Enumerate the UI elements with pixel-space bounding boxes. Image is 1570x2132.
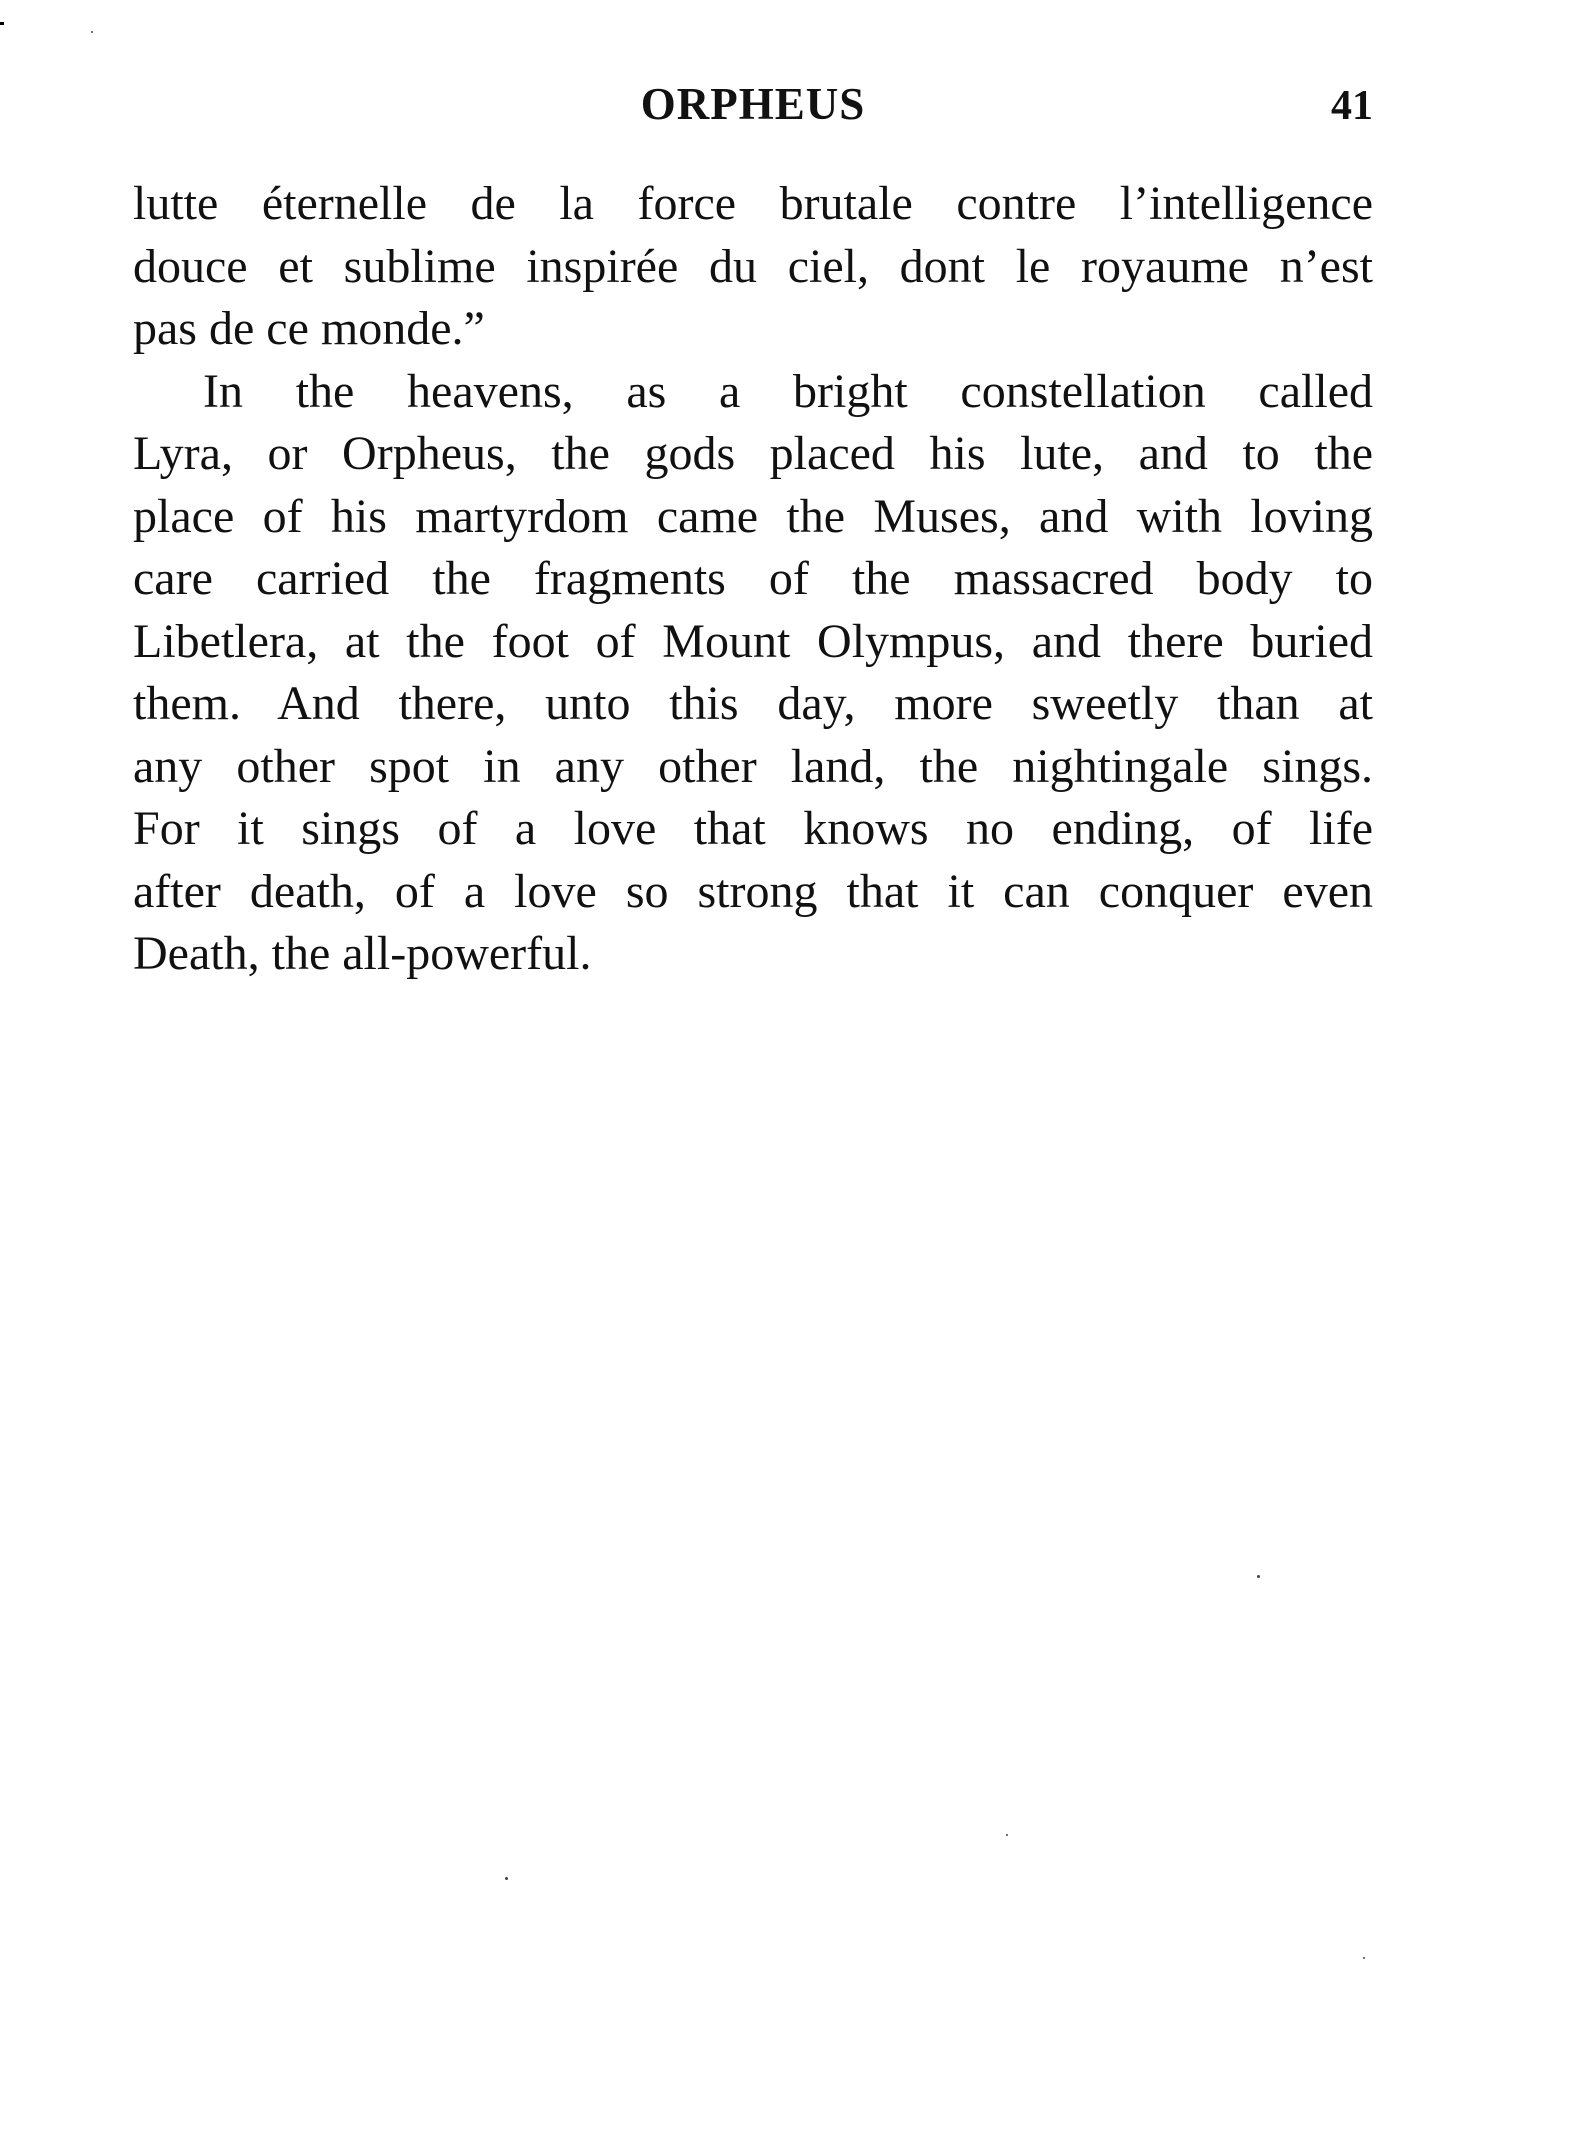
page-number: 41	[1331, 83, 1373, 129]
scan-edge-mark	[0, 22, 4, 25]
text-line: Death, the all-powerful.	[133, 927, 592, 980]
scan-speck	[1006, 1834, 1008, 1836]
text-line: pas de ce monde.”	[133, 302, 485, 355]
paragraph-1	[133, 173, 1373, 361]
scan-speck	[91, 31, 93, 33]
text-line: lutte éternelle de la force brutale contre l’intelligence	[133, 177, 1373, 230]
running-head	[133, 78, 1373, 138]
text-line: any other spot in any other land, the nightingale sings.	[133, 739, 1373, 793]
body-text	[133, 173, 1373, 986]
running-title: ORPHEUS	[640, 79, 866, 129]
scan-speck	[1257, 1575, 1260, 1578]
scan-speck	[1363, 1957, 1365, 1959]
text-line: care carried the fragments of the massacred body to	[133, 552, 1373, 605]
text-line: douce et sublime inspirée du ciel, dont le royaume n’est	[133, 239, 1373, 293]
scan-speck	[505, 1877, 508, 1880]
text-line: place of his martyrdom came the Muses, and with loving	[133, 489, 1373, 543]
text-line: Libetlera, at the foot of Mount Olympus, and there buried	[133, 614, 1373, 668]
text-line: Lyra, or Orpheus, the gods placed his lute, and to the	[133, 427, 1373, 480]
text-line: after death, of a love so strong that it can conquer even	[133, 864, 1373, 918]
text-line: For it sings of a love that knows no ending, of life	[133, 802, 1373, 855]
text-line: them. And there, unto this day, more sweetly than at	[133, 677, 1373, 730]
paragraph-2	[133, 361, 1373, 986]
text-line: In the heavens, as a bright constellation called	[203, 364, 1373, 418]
